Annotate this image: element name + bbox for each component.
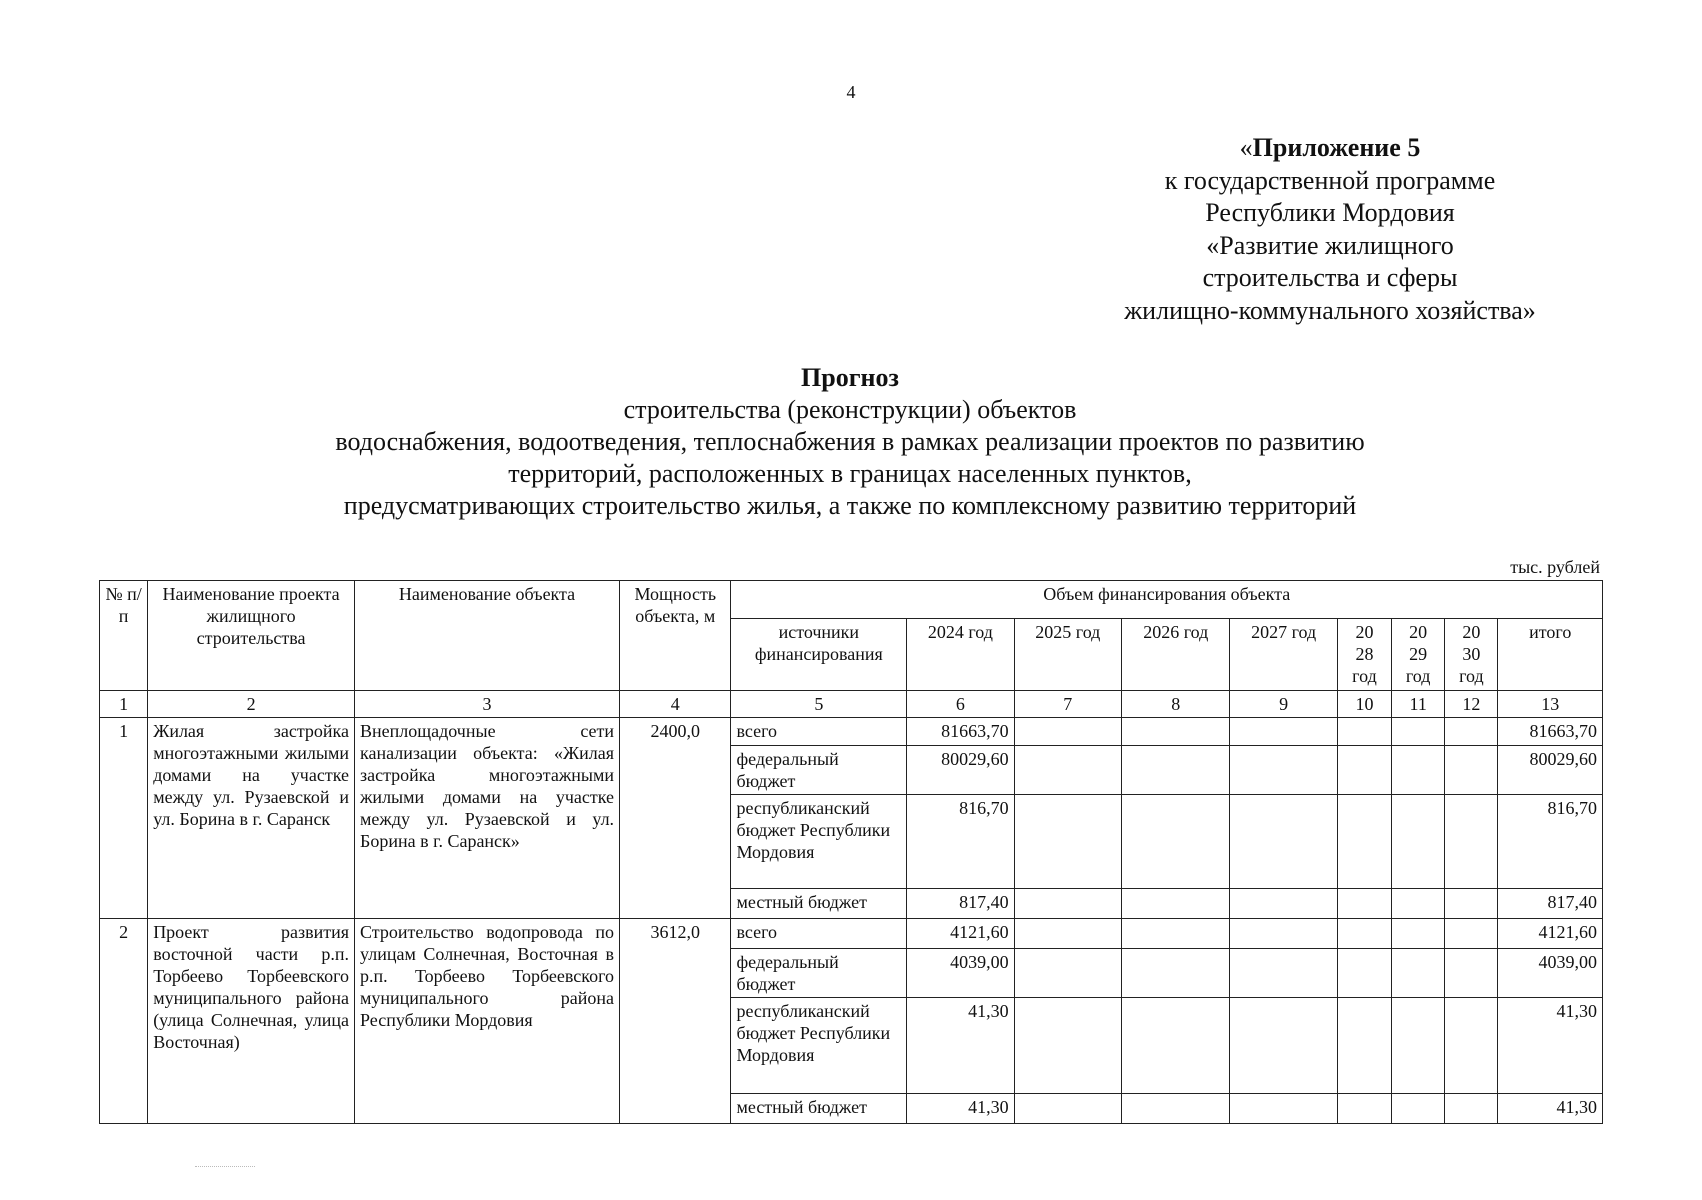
appendix-header: [980, 132, 1680, 327]
table-row: [100, 718, 1603, 746]
appendix-line: жилищно-коммунального хозяйства»: [1124, 295, 1536, 325]
value-2024: 41,30: [907, 1094, 1014, 1124]
col-number: 7: [1014, 691, 1121, 718]
value-2026: [1122, 795, 1230, 889]
value-total: 80029,60: [1498, 746, 1603, 795]
value-2024: 817,40: [907, 889, 1014, 919]
column-numbers-row: [100, 691, 1603, 718]
header-2024: 2024 год: [907, 619, 1014, 691]
source-name: местный бюджет: [731, 889, 907, 919]
value-2026: [1122, 919, 1230, 949]
value-2029: [1392, 919, 1445, 949]
value-2028: [1337, 1094, 1391, 1124]
row-num: 1: [100, 718, 148, 919]
source-name: республиканский бюджет Республики Мордовия: [731, 998, 907, 1094]
value-2029: [1392, 949, 1445, 998]
appendix-line: Республики Мордовия: [1205, 198, 1455, 227]
value-2027: [1230, 998, 1337, 1094]
col-number: 2: [148, 691, 355, 718]
source-name: местный бюджет: [731, 1094, 907, 1124]
value-2025: [1014, 919, 1121, 949]
value-total: 41,30: [1498, 998, 1603, 1094]
value-2028: [1337, 795, 1391, 889]
row-capacity: 3612,0: [620, 919, 731, 1124]
value-2027: [1230, 718, 1337, 746]
value-total: 817,40: [1498, 889, 1603, 919]
row-project: Жилая застройка многоэтажными жилыми домами на участке между ул. Рузаевской и ул. Борина в г. Саранск: [148, 718, 355, 919]
value-2029: [1392, 718, 1445, 746]
page-number: 4: [846, 82, 856, 102]
col-number: 12: [1445, 691, 1498, 718]
col-number: 11: [1392, 691, 1445, 718]
value-2025: [1014, 949, 1121, 998]
value-2024: 816,70: [907, 795, 1014, 889]
value-2030: [1445, 746, 1498, 795]
header-sources: источники финансирования: [731, 619, 907, 691]
value-2030: [1445, 1094, 1498, 1124]
source-name: федеральный бюджет: [731, 949, 907, 998]
header-total: итого: [1498, 619, 1603, 691]
col-number: 6: [907, 691, 1014, 718]
value-2025: [1014, 795, 1121, 889]
value-2029: [1392, 746, 1445, 795]
value-total: 41,30: [1498, 1094, 1603, 1124]
row-object: Внеплощадочные сети канализации объекта: «Жилая застройка многоэтажными жилыми домами на участке между ул. Рузаевской и ул. Борина в г. Саранск»: [355, 718, 620, 919]
financing-table: [99, 580, 1603, 1124]
appendix-title-bold: Приложение 5: [1252, 133, 1421, 162]
value-total: 4039,00: [1498, 949, 1603, 998]
header-num: № п/п: [100, 581, 148, 691]
value-2028: [1337, 746, 1391, 795]
value-total: 816,70: [1498, 795, 1603, 889]
header-capacity: Мощность объекта, м: [620, 581, 731, 691]
header-object: Наименование объекта: [355, 581, 620, 691]
appendix-line: к государственной программе: [1164, 165, 1496, 195]
value-2029: [1392, 889, 1445, 919]
appendix-line: «Развитие жилищного: [1206, 230, 1454, 260]
value-2025: [1014, 746, 1121, 795]
header-financing: Объем финансирования объекта: [731, 581, 1603, 619]
row-capacity: 2400,0: [620, 718, 731, 919]
value-2027: [1230, 1094, 1337, 1124]
value-2030: [1445, 949, 1498, 998]
value-2024: 81663,70: [907, 718, 1014, 746]
value-2024: 80029,60: [907, 746, 1014, 795]
col-number: 5: [731, 691, 907, 718]
source-name: федеральный бюджет: [731, 746, 907, 795]
header-2027: 2027 год: [1230, 619, 1337, 691]
header-2026: 2026 год: [1122, 619, 1230, 691]
col-number: 3: [355, 691, 620, 718]
value-2025: [1014, 1094, 1121, 1124]
row-object: Строительство водопровода по улицам Солнечная, Восточная в р.п. Торбеево Торбеевского муниципального района Республики Мордовия: [355, 919, 620, 1124]
value-2030: [1445, 795, 1498, 889]
row-num: 2: [100, 919, 148, 1124]
value-2028: [1337, 889, 1391, 919]
value-2026: [1122, 889, 1230, 919]
value-2026: [1122, 1094, 1230, 1124]
value-2025: [1014, 718, 1121, 746]
header-row: [100, 581, 1603, 619]
header-2030: 20 30 год: [1445, 619, 1498, 691]
appendix-title: [980, 132, 1680, 165]
header-2029: 20 29 год: [1392, 619, 1445, 691]
value-2028: [1337, 998, 1391, 1094]
value-2026: [1122, 949, 1230, 998]
col-number: 10: [1337, 691, 1391, 718]
appendix-quote: «: [1239, 133, 1253, 162]
value-2024: 4121,60: [907, 919, 1014, 949]
value-2030: [1445, 718, 1498, 746]
heading-line: территорий, расположенных в границах населенных пунктов,: [508, 459, 1192, 488]
heading-line: предусматривающих строительство жилья, а также по комплексному развитию территорий: [343, 491, 1357, 520]
value-2027: [1230, 919, 1337, 949]
col-number: 1: [100, 691, 148, 718]
value-2028: [1337, 949, 1391, 998]
table-row: [100, 919, 1603, 949]
source-name: всего: [731, 919, 907, 949]
value-2030: [1445, 998, 1498, 1094]
value-2028: [1337, 919, 1391, 949]
value-2029: [1392, 998, 1445, 1094]
col-number: 9: [1230, 691, 1337, 718]
source-name: республиканский бюджет Республики Мордовия: [731, 795, 907, 889]
value-2029: [1392, 1094, 1445, 1124]
value-2027: [1230, 746, 1337, 795]
value-total: 4121,60: [1498, 919, 1603, 949]
scan-artifact: [195, 1166, 255, 1173]
appendix-line: строительства и сферы: [1202, 263, 1458, 292]
value-2030: [1445, 919, 1498, 949]
col-number: 13: [1498, 691, 1603, 718]
units-label: тыс. рублей: [1510, 557, 1600, 577]
value-2028: [1337, 718, 1391, 746]
header-project: Наименование проекта жилищного строительства: [148, 581, 355, 691]
value-2029: [1392, 795, 1445, 889]
value-2027: [1230, 949, 1337, 998]
value-2030: [1445, 889, 1498, 919]
value-2027: [1230, 795, 1337, 889]
header-2028: 20 28 год: [1337, 619, 1391, 691]
document-heading: [140, 362, 1560, 522]
value-2026: [1122, 746, 1230, 795]
value-2024: 4039,00: [907, 949, 1014, 998]
value-total: 81663,70: [1498, 718, 1603, 746]
col-number: 4: [620, 691, 731, 718]
heading-line: водоснабжения, водоотведения, теплоснабжения в рамках реализации проектов по развитию: [335, 427, 1365, 456]
value-2024: 41,30: [907, 998, 1014, 1094]
value-2026: [1122, 718, 1230, 746]
value-2027: [1230, 889, 1337, 919]
value-2025: [1014, 889, 1121, 919]
header-2025: 2025 год: [1014, 619, 1121, 691]
heading-line: строительства (реконструкции) объектов: [623, 395, 1077, 424]
heading-title: Прогноз: [801, 363, 899, 392]
col-number: 8: [1122, 691, 1230, 718]
value-2025: [1014, 998, 1121, 1094]
value-2026: [1122, 998, 1230, 1094]
row-project: Проект развития восточной части р.п. Торбеево Торбеевского муниципального района (улица Солнечная, улица Восточная): [148, 919, 355, 1124]
source-name: всего: [731, 718, 907, 746]
